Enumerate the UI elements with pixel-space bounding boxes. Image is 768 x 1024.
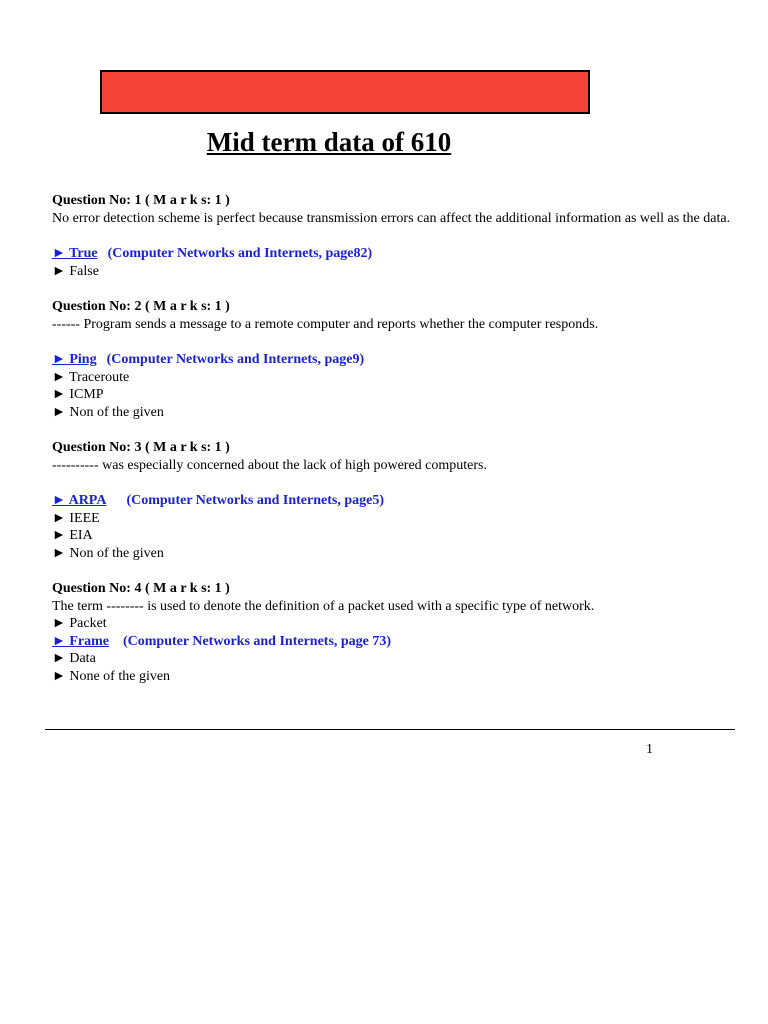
correct-answer	[52, 245, 732, 263]
correct-answer	[52, 492, 732, 510]
question-4	[52, 580, 732, 685]
footer-divider	[45, 729, 735, 730]
question-text: The term -------- is used to denote the definition of a packet used with a specific type of network.	[52, 598, 595, 614]
correct-answer-label: ► ARPA	[52, 493, 107, 508]
question-3	[52, 439, 732, 562]
question-text: ------ Program sends a message to a remote computer and reports whether the computer responds.	[52, 316, 599, 332]
correct-answer-label: ► Frame	[52, 633, 109, 649]
page-title: Mid term data of 610	[206, 127, 452, 157]
correct-answer-label: ► True	[52, 246, 98, 261]
answer-option: ► None of the given	[52, 668, 171, 684]
question-heading: Question No: 3 ( M a r k s: 1 )	[52, 440, 230, 455]
answer-option: ► IEEE	[52, 510, 100, 526]
question-heading: Question No: 2 ( M a r k s: 1 )	[52, 299, 230, 314]
answer-reference: (Computer Networks and Internets, page82)	[107, 246, 373, 261]
header-banner	[100, 70, 590, 114]
answer-option: ► EIA	[52, 528, 93, 543]
answer-option: ► Non of the given	[52, 545, 164, 561]
correct-answer	[52, 633, 732, 651]
answer-reference: (Computer Networks and Internets, page5)	[126, 493, 384, 508]
question-text: No error detection scheme is perfect because transmission errors can affect the additional information as well as the data.	[52, 210, 731, 226]
answer-reference: (Computer Networks and Internets, page 73)	[123, 633, 392, 649]
question-2	[52, 298, 732, 421]
answer-option: ► Non of the given	[52, 404, 164, 420]
question-heading: Question No: 4 ( M a r k s: 1 )	[52, 581, 230, 596]
page-number: 1	[646, 742, 653, 757]
question-1	[52, 192, 732, 280]
answer-option: ► False	[52, 263, 99, 279]
answer-option: ► Traceroute	[52, 369, 130, 385]
question-heading: Question No: 1 ( M a r k s: 1 )	[52, 193, 230, 208]
answer-option: ► Packet	[52, 616, 107, 631]
answer-reference: (Computer Networks and Internets, page9)	[106, 352, 365, 367]
question-list	[52, 192, 732, 685]
question-text: ---------- was especially concerned about the lack of high powered computers.	[52, 457, 487, 473]
answer-option: ► Data	[52, 651, 96, 666]
answer-option: ► ICMP	[52, 387, 104, 402]
correct-answer	[52, 351, 732, 369]
correct-answer-label: ► Ping	[52, 352, 97, 367]
